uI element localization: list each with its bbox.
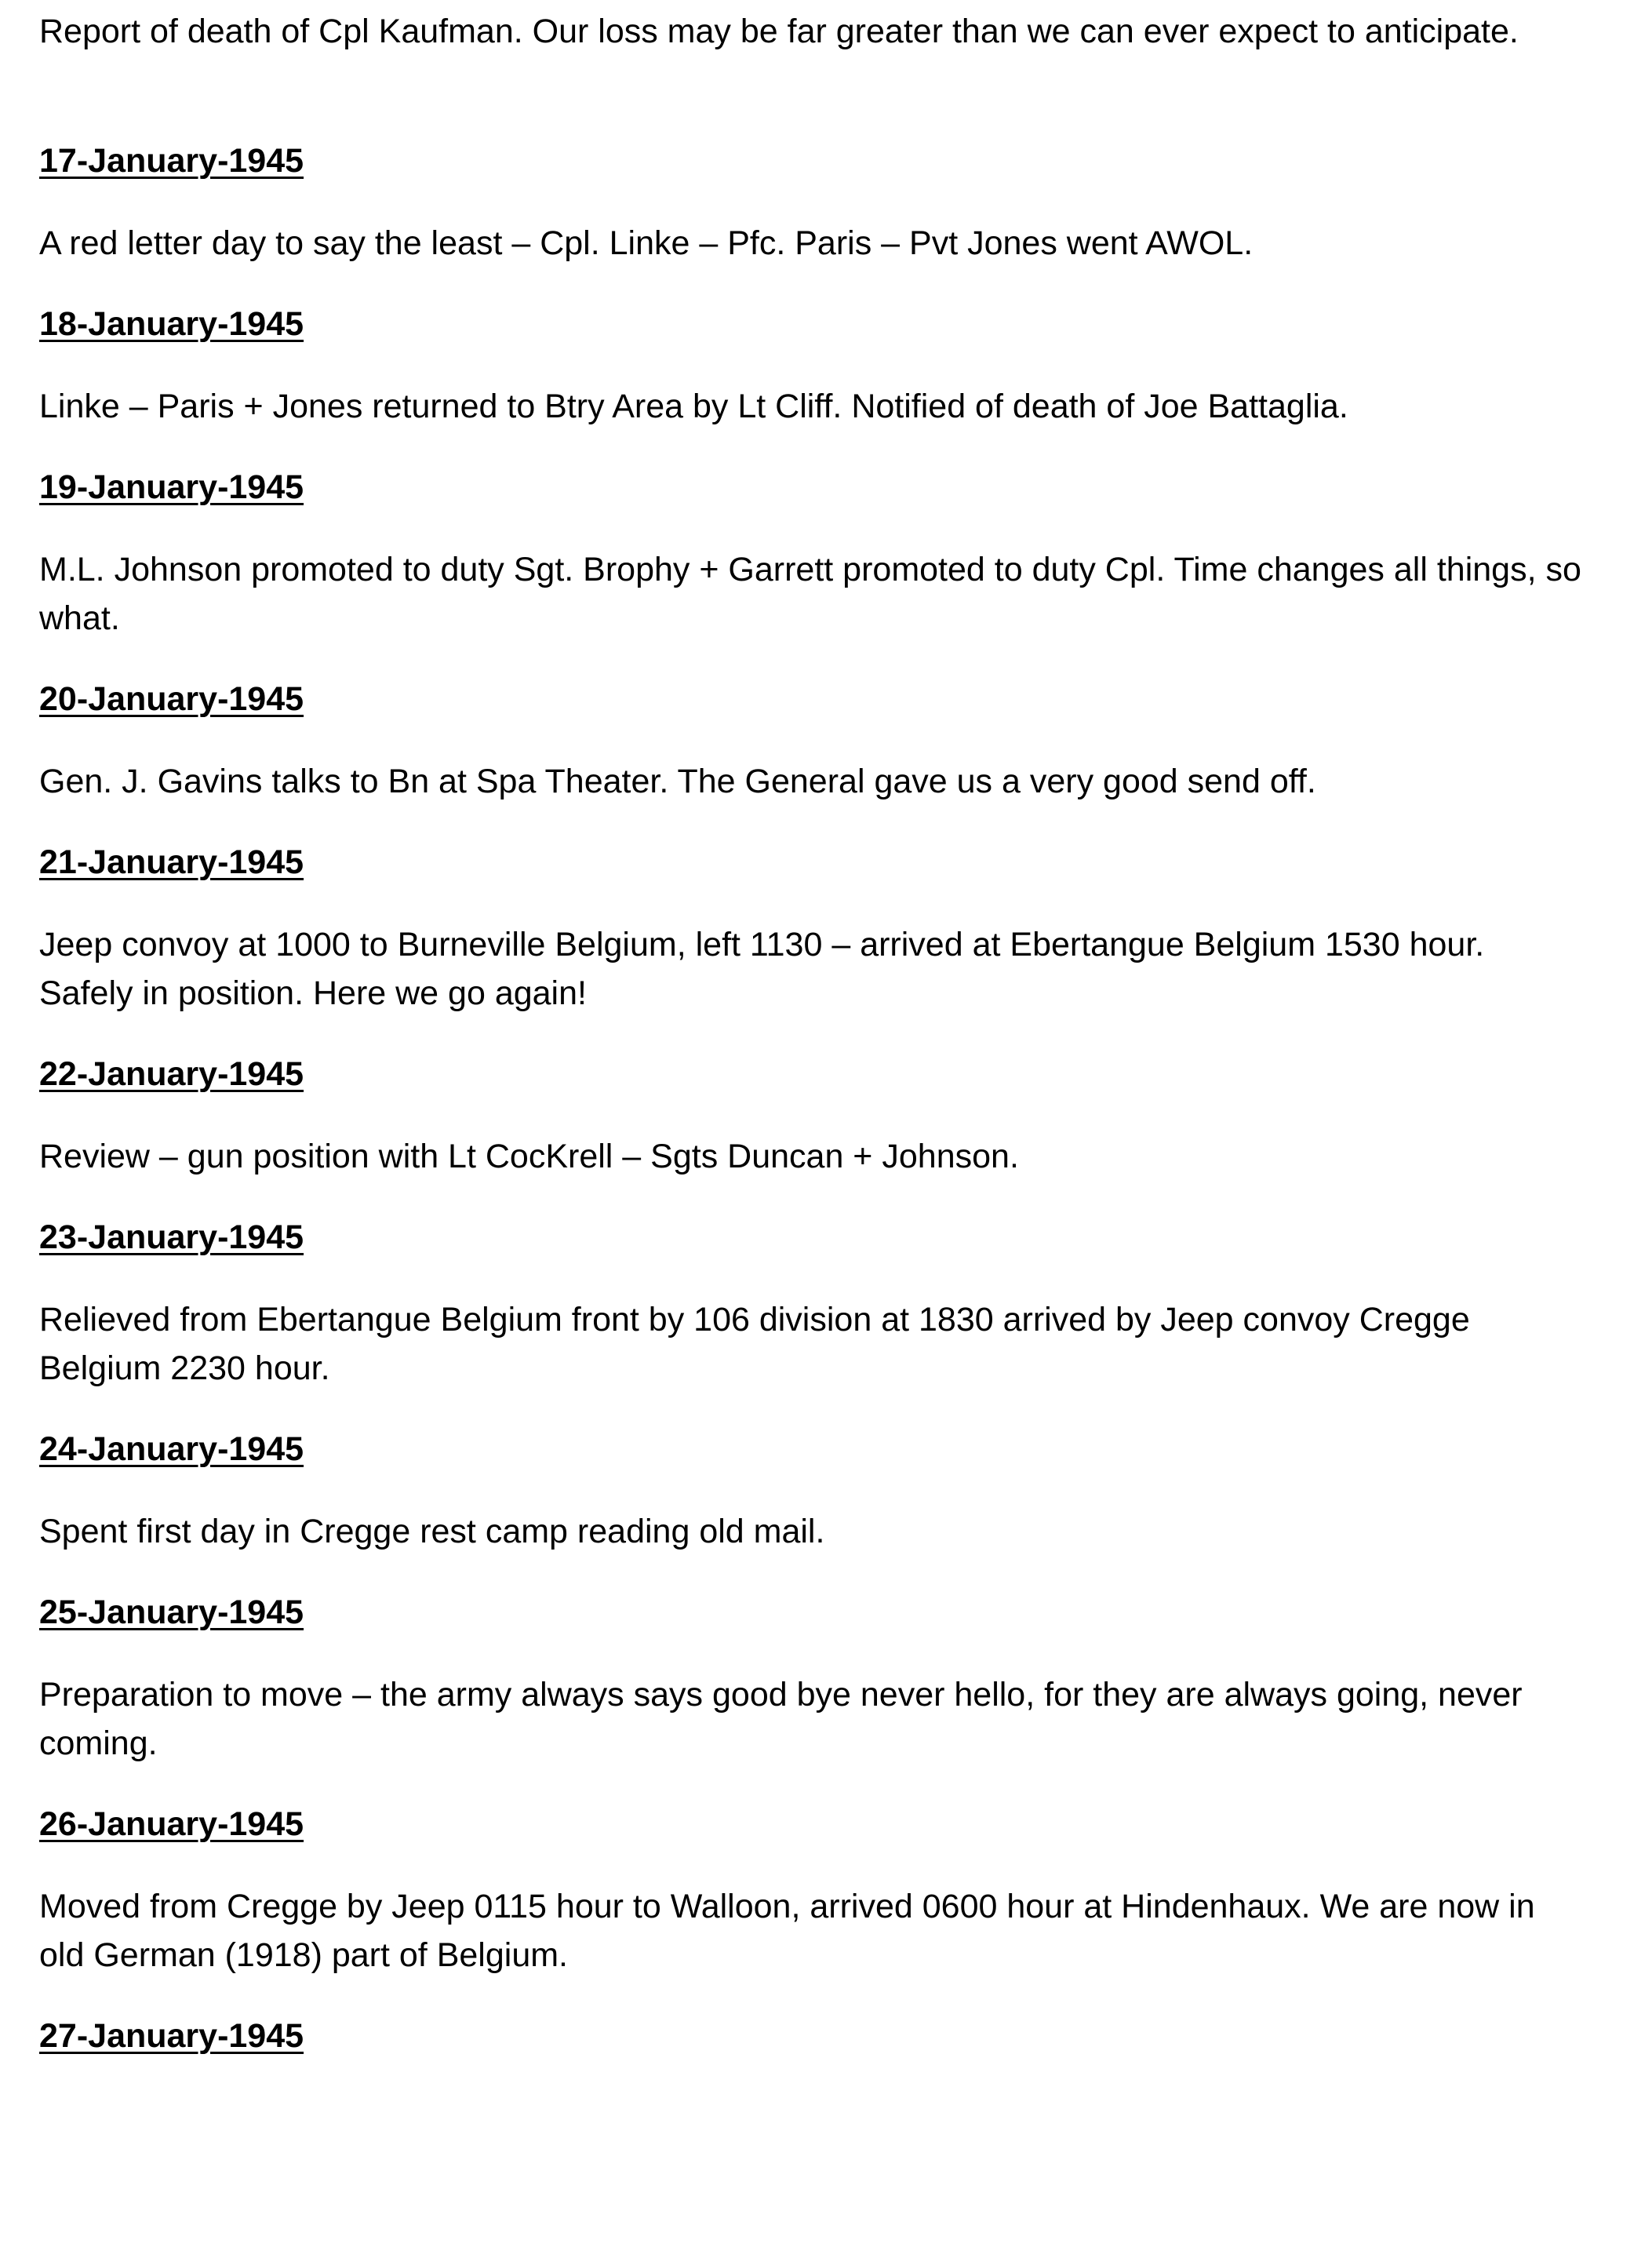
entry-text-intro: Report of death of Cpl Kaufman. Our loss may be far greater than we can ever expect to anticipate.: [39, 13, 1519, 50]
entry-text-18: Linke – Paris + Jones returned to Btry Area by Lt Cliff. Notified of death of Joe Battaglia.: [39, 388, 1348, 425]
entry-date-20: 20-January-1945: [39, 680, 304, 718]
entry-date-25: 25-January-1945: [39, 1593, 304, 1631]
entry-date-22: 22-January-1945: [39, 1055, 304, 1093]
entry-text-20: Gen. J. Gavins talks to Bn at Spa Theater. The General gave us a very good send off.: [39, 763, 1316, 800]
entry-date-21: 21-January-1945: [39, 843, 304, 881]
entry-text-19: M.L. Johnson promoted to duty Sgt. Brophy + Garrett promoted to duty Cpl. Time changes all things, so what.: [39, 551, 1581, 637]
entry-text-25: Preparation to move – the army always says good bye never hello, for they are always going, never coming.: [39, 1676, 1523, 1762]
entry-date-27: 27-January-1945: [39, 2017, 304, 2055]
entry-text-17: A red letter day to say the least – Cpl. Linke – Pfc. Paris – Pvt Jones went AWOL.: [39, 224, 1254, 262]
entry-date-24: 24-January-1945: [39, 1430, 304, 1468]
entry-text-24: Spent first day in Cregge rest camp reading old mail.: [39, 1513, 825, 1550]
entry-text-26: Moved from Cregge by Jeep 0115 hour to Walloon, arrived 0600 hour at Hindenhaux. We are now in old German (1918) part of Belgium.: [39, 1888, 1535, 1974]
entry-date-19: 19-January-1945: [39, 468, 304, 506]
entry-date-23: 23-January-1945: [39, 1218, 304, 1256]
entry-date-17: 17-January-1945: [39, 142, 304, 180]
entry-text-21: Jeep convoy at 1000 to Burneville Belgium, left 1130 – arrived at Ebertangue Belgium 1530 hour. Safely in position. Here we go again!: [39, 926, 1485, 1012]
entry-text-22: Review – gun position with Lt CocKrell – Sgts Duncan + Johnson.: [39, 1138, 1019, 1175]
entry-text-23: Relieved from Ebertangue Belgium front by 106 division at 1830 arrived by Jeep convoy Cregge Belgium 2230 hour.: [39, 1301, 1470, 1387]
entry-date-18: 18-January-1945: [39, 305, 304, 343]
entry-date-26: 26-January-1945: [39, 1805, 304, 1843]
